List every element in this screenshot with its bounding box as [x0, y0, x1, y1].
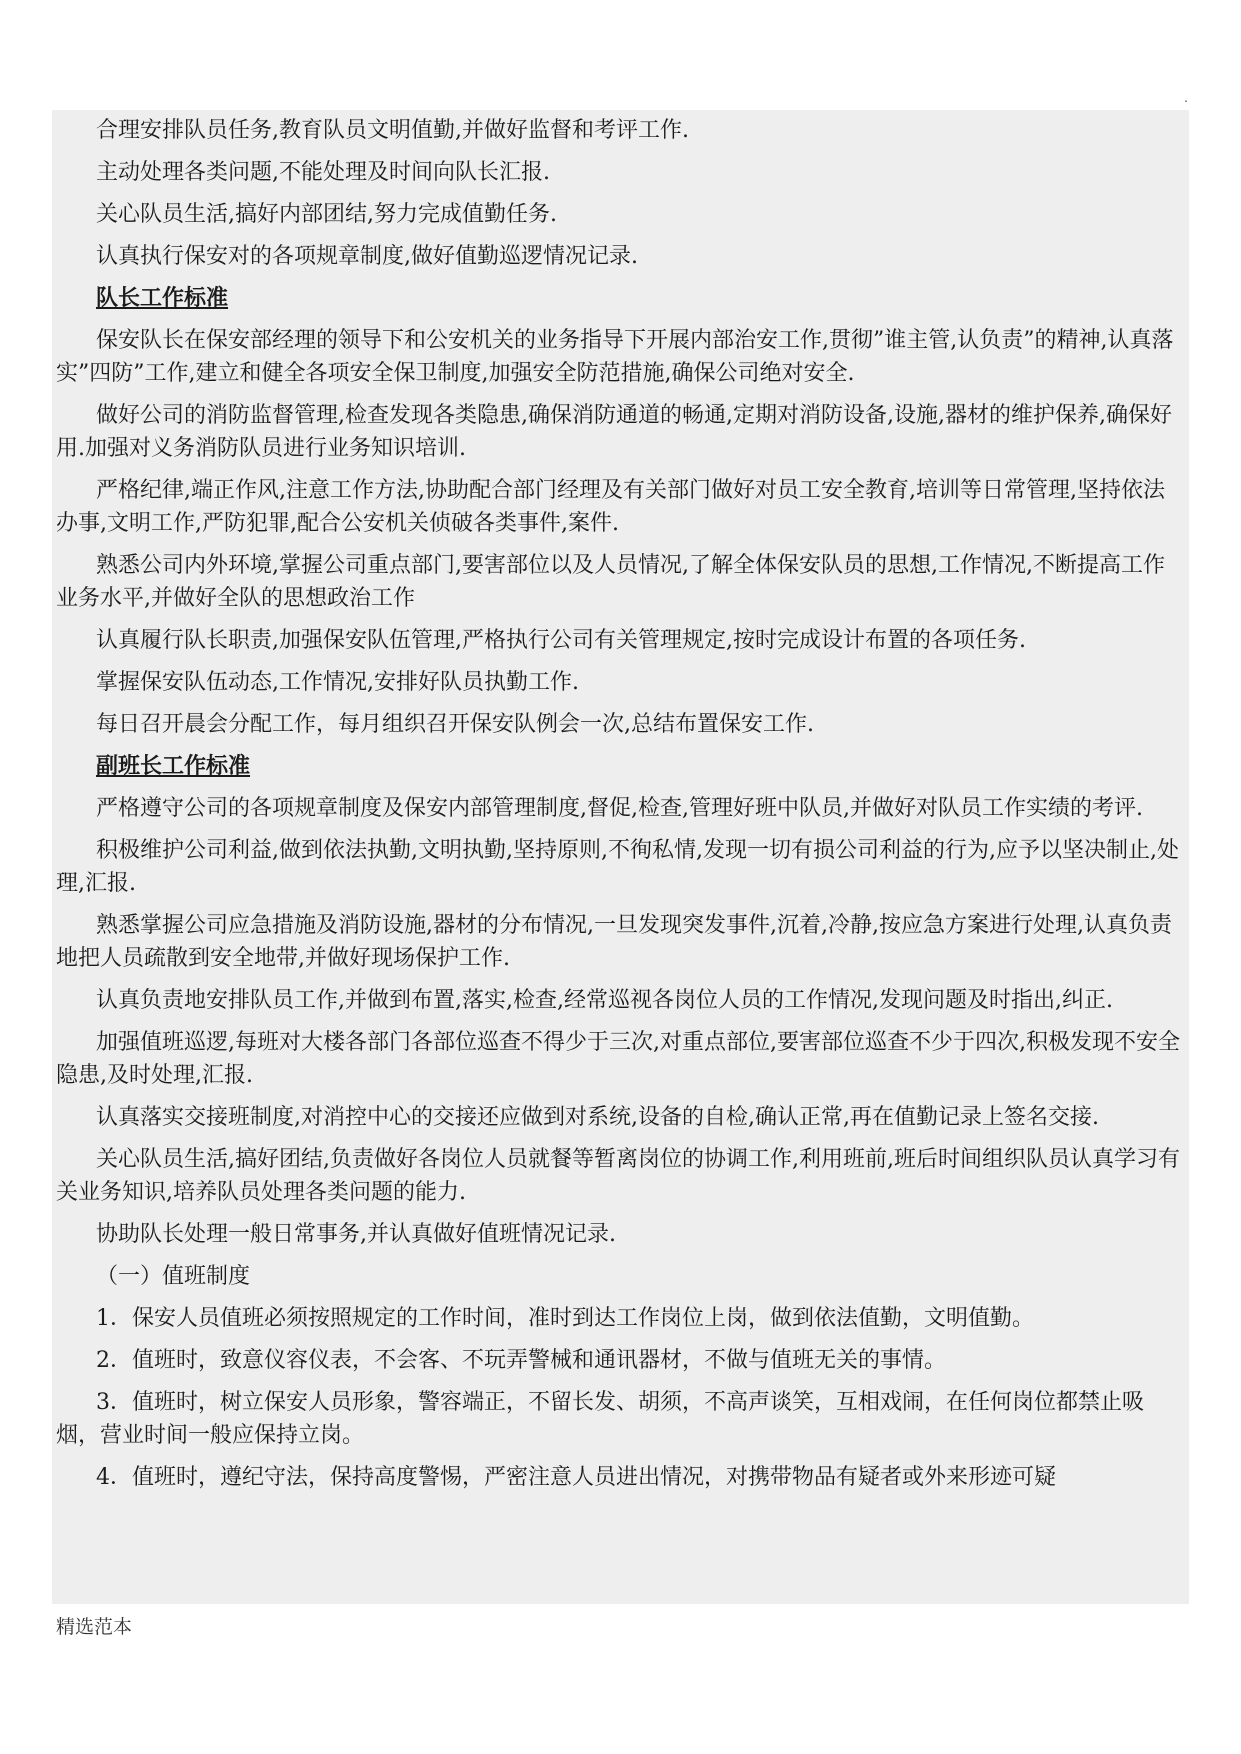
paragraph: 加强值班巡逻,每班对大楼各部门各部位巡查不得少于三次,对重点部位,要害部位巡查不少于四次,积极发现不安全隐患,及时处理,汇报. [56, 1030, 1180, 1088]
paragraph: 合理安排队员任务,教育队员文明值勤,并做好监督和考评工作. [96, 118, 689, 143]
paragraph: 积极维护公司利益,做到依法执勤,文明执勤,坚持原则,不徇私情,发现一切有损公司利益的行为,应予以坚决制止,处理,汇报. [56, 838, 1179, 896]
paragraph: 1．保安人员值班必须按照规定的工作时间，准时到达工作岗位上岗，做到依法值勤，文明值勤。 [96, 1306, 1035, 1331]
paragraph: 熟悉公司内外环境,掌握公司重点部门,要害部位以及人员情况,了解全体保安队员的思想,工作情况,不断提高工作业务水平,并做好全队的思想政治工作 [56, 553, 1165, 611]
paragraph: 关心队员生活,搞好内部团结,努力完成值勤任务. [96, 202, 557, 227]
paragraph: 做好公司的消防监督管理,检查发现各类隐患,确保消防通道的畅通,定期对消防设备,设施,器材的维护保养,确保好用.加强对义务消防队员进行业务知识培训. [56, 403, 1172, 461]
paragraph: 2．值班时，致意仪容仪表，不会客、不玩弄警械和通讯器材，不做与值班无关的事情。 [96, 1348, 946, 1373]
paragraph: 认真履行队长职责,加强保安队伍管理,严格执行公司有关管理规定,按时完成设计布置的各项任务. [96, 628, 1026, 653]
paragraph: 严格遵守公司的各项规章制度及保安内部管理制度,督促,检查,管理好班中队员,并做好对队员工作实绩的考评. [96, 796, 1143, 821]
page-marker: . [1184, 91, 1188, 105]
section-heading: 队长工作标准 [96, 285, 229, 311]
paragraph: 每日召开晨会分配工作，每月组织召开保安队例会一次,总结布置保安工作. [96, 712, 814, 737]
document-body [52, 110, 1189, 1604]
paragraph: 关心队员生活,搞好团结,负责做好各岗位人员就餐等暂离岗位的协调工作,利用班前,班后时间组织队员认真学习有关业务知识,培养队员处理各类问题的能力. [56, 1147, 1180, 1205]
paragraph: 认真负责地安排队员工作,并做到布置,落实,检查,经常巡视各岗位人员的工作情况,发现问题及时指出,纠正. [96, 988, 1113, 1013]
paragraph: 严格纪律,端正作风,注意工作方法,协助配合部门经理及有关部门做好对员工安全教育,培训等日常管理,坚持依法办事,文明工作,严防犯罪,配合公安机关侦破各类事件,案件. [56, 478, 1165, 536]
paragraph: （一）值班制度 [96, 1264, 251, 1289]
paragraph: 主动处理各类问题,不能处理及时间向队长汇报. [96, 160, 550, 185]
paragraph: 熟悉掌握公司应急措施及消防设施,器材的分布情况,一旦发现突发事件,沉着,冷静,按应急方案进行处理,认真负责地把人员疏散到安全地带,并做好现场保护工作. [56, 913, 1172, 971]
paragraph: 认真落实交接班制度,对消控中心的交接还应做到对系统,设备的自检,确认正常,再在值勤记录上签名交接. [96, 1105, 1099, 1130]
paragraph: 4．值班时，遵纪守法，保持高度警惕，严密注意人员进出情况，对携带物品有疑者或外来形迹可疑 [96, 1465, 1057, 1490]
paragraph: 掌握保安队伍动态,工作情况,安排好队员执勤工作. [96, 670, 579, 695]
paragraph: 保安队长在保安部经理的领导下和公安机关的业务指导下开展内部治安工作,贯彻”谁主管,认负责”的精神,认真落实”四防”工作,建立和健全各项安全保卫制度,加强安全防范措施,确保公司绝对安全. [56, 328, 1174, 386]
section-list [52, 114, 1189, 1494]
footer-label: 精选范本 [56, 1616, 133, 1638]
paragraph: 3．值班时，树立保安人员形象，警容端正，不留长发、胡须，不高声谈笑，互相戏闹，在任何岗位都禁止吸烟，营业时间一般应保持立岗。 [56, 1390, 1145, 1448]
section-heading: 副班长工作标准 [96, 753, 251, 779]
paragraph: 协助队长处理一般日常事务,并认真做好值班情况记录. [96, 1222, 616, 1247]
paragraph: 认真执行保安对的各项规章制度,做好值勤巡逻情况记录. [96, 244, 638, 269]
